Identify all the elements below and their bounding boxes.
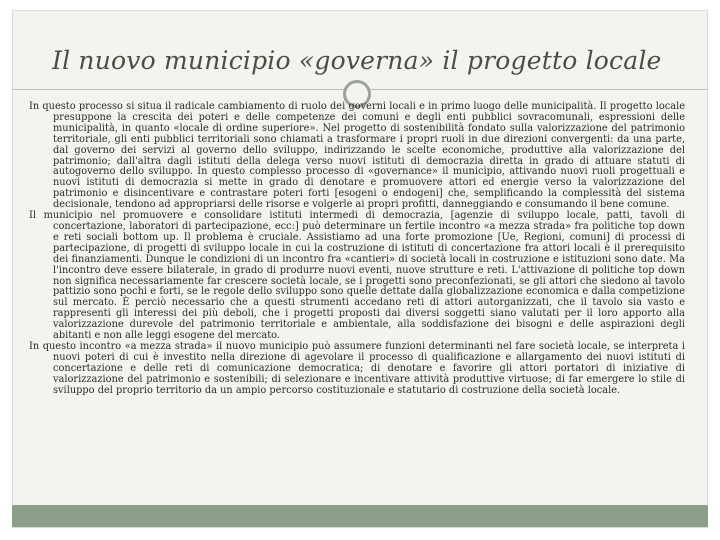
title-area — [12, 10, 708, 90]
paragraph-3: In questo incontro «a mezza strada» il nuovo municipio può assumere funzioni determinanti nel fare società locale, se interpreta i nuovi poteri di cui è investito nella direzione di agevolare il processo di qualificazione e allargamento dei nuovi istituti di concertazione e delle reti di comunicazione democratica; di denotare e favorire gli attori portatori di iniziative di valorizzazione del patrimonio e sostenibili; di selezionare e incentivare attività produttive virtuose; di far emergere lo stile di sviluppo del proprio territorio da un ampio percorso costituzionale e statutario di costruzione della società locale. — [29, 340, 685, 396]
paragraph-1: In questo processo si situa il radicale cambiamento di ruolo dei governi locali e in primo luogo delle municipalità. Il progetto locale presuppone la crescita dei poteri e delle competenze dei comuni e degli enti pubblici sovracomunali, espressioni delle municipalità, in quanto «locale di ordine superiore». Nel progetto di sostenibilità fondato sulla valorizzazione del patrimonio territoriale, gli enti pubblici territoriali sono chiamati a trasformare i propri ruoli in due direzioni convergenti: da una parte, dal governo dei servizi al governo dello sviluppo, indirizzando le scelte economiche, produttive alla valorizzazione del patrimonio; dall'altra dagli istituti della delega verso nuovi istituti di democrazia diretta in grado di attuare statuti di autogoverno dello sviluppo. In questo complesso processo di «governance» il municipio, attivando nuovi ruoli progettuali e nuovi istituti di democrazia si mette in grado di denotare e promuovere attori ed energie verso la valorizzazione del patrimonio e disincentivare e contrastare poteri forti [esogeni o endogeni] che, semplificando la complessità del sistema decisionale, tendono ad appropriarsi delle risorse e volgerle ai propri profitti, danneggiando e consumando il bene comune. — [29, 101, 685, 211]
paragraph-2: Il municipio nel promuovere e consolidare istituti intermedi di democrazia, [agenzie di sviluppo locale, patti, tavoli di concertazione, laboratori di partecipazione, ecc:] può determinare un fertile incontro «a mezza strada» fra politiche top down e reti sociali bottom up. Il problema è cruciale. Assistiamo ad una forte promozione [Ue, Regioni, comuni] di processi di partecipazione, di progetti di sviluppo locale in cui la costruzione di istituti di concertazione fra attori locali è il prerequisito dei finanziamenti. Dunque le condizioni di un incontro fra «cantieri» di società locali in costruzione e istituzioni sono date. Ma l'incontro deve essere bilaterale, in grado di produrre nuovi eventi, nuove strutture e reti. L'attivazione di politiche top down non significa necessariamente far crescere società locale, se i progetti sono preconfezionati, se gli attori che siedono al tavolo pattizio sono pochi e forti, se le regole dello sviluppo sono quelle dettate dalla globalizzazione economica e dalla competizione sul mercato. È perciò necessario che a questi strumenti accedano reti di attori autorganizzati, che il tavolo sia vasto e rappresenti gli interessi dei più deboli, che i progetti proposti dai diversi soggetti siano valutati per il loro apporto alla valorizzazione durevole del patrimonio territoriale e ambientale, alla soddisfazione dei bisogni e delle aspirazioni degli abitanti e non alle leggi esogene del mercato. — [29, 210, 685, 342]
slide-title: Il nuovo municipio «governa» il progetto locale — [52, 46, 662, 75]
slide-body — [29, 102, 685, 396]
footer-bar — [12, 505, 708, 527]
